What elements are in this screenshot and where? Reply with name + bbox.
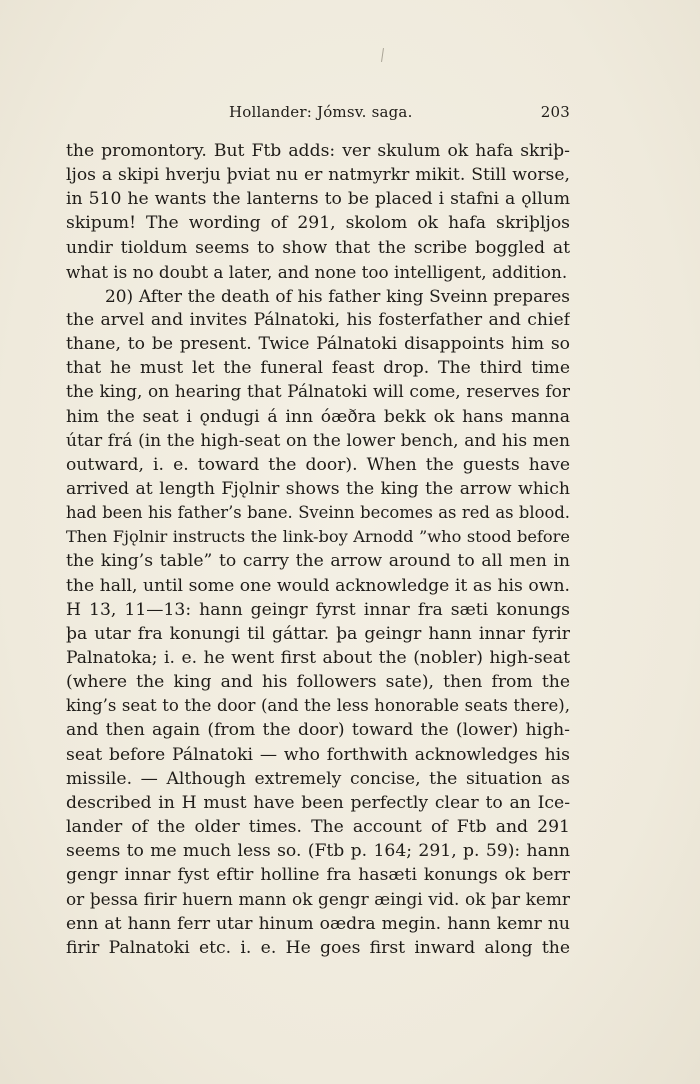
text-line: missile. — Although extremely concise, the situation as: [66, 768, 570, 789]
text-line: what is no doubt a later, and none too intelligent, addition.: [66, 261, 568, 282]
text-line: útar frá (in the high-seat on the lower bench, and his men: [66, 430, 570, 451]
text-line: lander of the older times. The account of Ftb and 291: [66, 816, 570, 837]
text-line: firir Palnatoki etc. i. e. He goes first inward along the: [66, 937, 570, 958]
running-header: [66, 103, 570, 125]
body-text: [66, 139, 570, 960]
text-line: (where the king and his followers sate), then from the: [66, 672, 570, 693]
text-line: him the seat i ǫndugi á inn óæðra bekk ok hans manna: [66, 406, 570, 427]
text-line: gengr innar fyst eftir holline fra hasæti konungs ok berr: [66, 865, 570, 886]
text-line: Palnatoka; i. e. he went first about the (nobler) high-seat: [66, 647, 570, 668]
text-line: and then again (from the door) toward the (lower) high-: [66, 720, 570, 741]
text-line: H 13, 11—13: hann geingr fyrst innar fra sæti konungs: [66, 599, 570, 620]
text-line: the promontory. But Ftb adds: ver skulum ok hafa skriþ-: [66, 141, 570, 161]
text-line: undir tioldum seems to show that the scribe boggled at: [66, 237, 570, 258]
text-line: seat before Pálnatoki — who forthwith acknowledges his: [66, 744, 570, 765]
text-line: Then Fjǫlnir instructs the link-boy Arnodd ”who stood before: [66, 527, 570, 547]
text-line: the king, on hearing that Pálnatoki will come, reserves for: [66, 382, 570, 403]
running-title: Hollander: Jómsv. saga.: [229, 103, 413, 121]
text-line: the arvel and invites Pálnatoki, his fosterfather and chief: [66, 309, 570, 330]
text-line: described in H must have been perfectly clear to an Ice-: [66, 792, 570, 813]
text-line: arrived at length Fjǫlnir shows the king the arrow which: [66, 478, 570, 499]
text-line: outward, i. e. toward the door). When the guests have: [66, 454, 570, 475]
text-line: ljos a skipi hverju þviat nu er natmyrkr mikit. Still worse,: [66, 165, 570, 186]
text-line: or þessa firir huern mann ok gengr æingi vid. ok þar kemr: [66, 889, 570, 910]
text-line: in 510 he wants the lanterns to be placed i stafni a ǫllum: [66, 189, 570, 210]
text-line: 20) After the death of his father king Sveinn prepares: [105, 285, 570, 306]
text-line: enn at hann ferr utar hinum oædra megin. hann kemr nu: [66, 913, 570, 934]
text-line: that he must let the funeral feast drop. The third time: [66, 358, 570, 379]
page-mark: [381, 48, 384, 62]
text-line: king’s seat to the door (and the less honorable seats there),: [66, 696, 570, 716]
text-line: the hall, until some one would acknowledge it as his own.: [66, 575, 570, 596]
text-line: seems to me much less so. (Ftb p. 164; 291, p. 59): hann: [66, 841, 570, 862]
text-line: the king’s table” to carry the arrow around to all men in: [66, 551, 570, 572]
page-number: 203: [540, 103, 570, 121]
text-line: skipum! The wording of 291, skolom ok hafa skriþljos: [66, 213, 570, 234]
text-line: had been his father’s bane. Sveinn becomes as red as blood.: [66, 503, 570, 523]
text-line: thane, to be present. Twice Pálnatoki disappoints him so: [66, 334, 570, 355]
text-line: þa utar fra konungi til gáttar. þa geingr hann innar fyrir: [66, 623, 570, 644]
